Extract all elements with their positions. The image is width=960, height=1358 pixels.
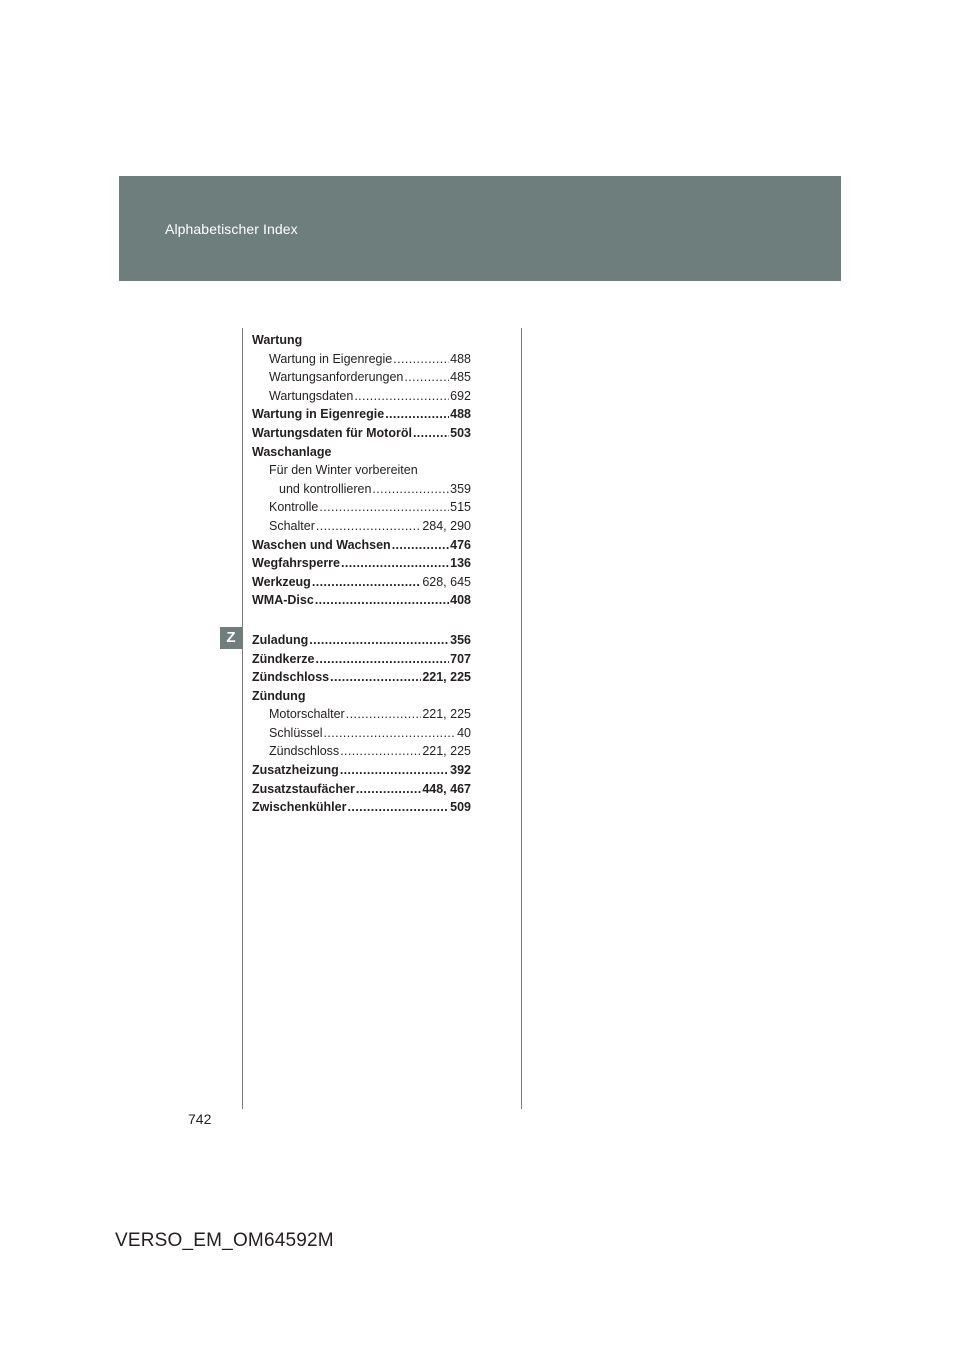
index-entry — [252, 368, 471, 387]
dot-leader — [356, 780, 422, 799]
index-entry — [252, 350, 471, 369]
index-term: Wegfahrsperre — [252, 556, 340, 571]
index-pages: 221, 225 — [422, 707, 471, 722]
index-entry — [252, 517, 471, 536]
index-term: Wartungsdaten für Motoröl — [252, 425, 412, 440]
index-term: Wartung in Eigenregie — [269, 351, 393, 366]
dot-leader — [347, 798, 449, 817]
index-term: Schalter — [269, 518, 315, 533]
index-pages: 515 — [450, 500, 471, 515]
index-term: Kontrolle — [269, 500, 319, 515]
index-pages: 221, 225 — [422, 744, 471, 759]
index-entry — [252, 705, 471, 724]
dot-leader — [319, 498, 449, 517]
section-tab-z: Z — [220, 627, 242, 649]
index-pages: 707 — [450, 651, 471, 666]
index-term: Waschanlage — [252, 444, 332, 459]
index-entry — [252, 761, 471, 780]
dot-leader — [309, 631, 449, 650]
index-entry — [252, 424, 471, 443]
header-band — [119, 176, 841, 281]
index-pages: 488 — [450, 351, 471, 366]
index-entry — [252, 668, 471, 687]
index-pages: 503 — [450, 425, 471, 440]
dot-leader — [340, 742, 421, 761]
index-entry — [252, 742, 471, 761]
index-pages: 136 — [450, 556, 471, 571]
index-group-z — [252, 631, 471, 817]
dot-leader — [316, 517, 421, 536]
index-entry — [252, 461, 471, 480]
index-term: Zündschloss — [252, 670, 330, 685]
index-entry — [252, 387, 471, 406]
left-column-rule — [242, 328, 243, 1109]
index-entry — [252, 405, 471, 424]
index-term: Zündschloss — [269, 744, 340, 759]
dot-leader — [413, 424, 449, 443]
index-pages: 356 — [450, 632, 471, 647]
index-term: Wartung — [252, 333, 303, 347]
index-pages: 408 — [450, 593, 471, 608]
index-entry — [252, 798, 471, 817]
index-term: Waschen und Wachsen — [252, 537, 391, 552]
index-group-w — [252, 331, 471, 610]
right-column-rule — [521, 328, 522, 1109]
dot-leader — [324, 724, 457, 743]
index-entry — [252, 554, 471, 573]
page-number: 742 — [188, 1111, 212, 1127]
index-pages: 509 — [450, 800, 471, 815]
index-term: Zündung — [252, 688, 306, 703]
index-term: Zusatzheizung — [252, 763, 339, 778]
index-entry — [252, 687, 471, 706]
dot-leader — [316, 650, 450, 669]
index-entry — [252, 331, 471, 350]
dot-leader — [330, 668, 421, 687]
index-entry — [252, 631, 471, 650]
index-term: Zwischenkühler — [252, 800, 347, 815]
index-pages: 488 — [450, 407, 471, 422]
group-gap — [252, 610, 471, 631]
index-term: Zuladung — [252, 632, 309, 647]
index-pages: 692 — [450, 388, 471, 403]
index-term: und kontrollieren — [279, 481, 372, 496]
index-entry — [252, 480, 471, 499]
dot-leader — [340, 761, 449, 780]
dot-leader — [392, 536, 449, 555]
index-pages: 392 — [450, 763, 471, 778]
index-term: Zündkerze — [252, 651, 315, 666]
index-term: Zusatzstaufächer — [252, 781, 355, 796]
index-entry — [252, 443, 471, 462]
index-entries — [252, 331, 471, 817]
index-entry — [252, 650, 471, 669]
index-pages: 448, 467 — [422, 781, 471, 796]
index-term: Motorschalter — [269, 707, 345, 722]
index-entry — [252, 536, 471, 555]
index-term: Wartungsdaten — [269, 388, 354, 403]
index-pages: 628, 645 — [422, 574, 471, 589]
index-term: Für den Winter vorbereiten — [269, 463, 418, 478]
dot-leader — [346, 705, 422, 724]
index-pages: 221, 225 — [422, 670, 471, 685]
dot-leader — [372, 480, 449, 499]
index-term: Wartung in Eigenregie — [252, 407, 385, 422]
header-title: Alphabetischer Index — [165, 221, 298, 237]
index-pages: 476 — [450, 537, 471, 552]
document-code: VERSO_EM_OM64592M — [115, 1230, 334, 1251]
index-term: WMA-Disc — [252, 593, 314, 608]
dot-leader — [393, 350, 449, 369]
dot-leader — [404, 368, 449, 387]
dot-leader — [354, 387, 449, 406]
index-entry — [252, 780, 471, 799]
index-pages: 40 — [457, 725, 471, 740]
dot-leader — [341, 554, 449, 573]
dot-leader — [312, 573, 422, 592]
index-pages: 284, 290 — [422, 518, 471, 533]
index-entry — [252, 724, 471, 743]
index-pages: 359 — [450, 481, 471, 496]
index-entry — [252, 591, 471, 610]
index-pages: 485 — [450, 370, 471, 385]
index-entry — [252, 573, 471, 592]
index-entry — [252, 498, 471, 517]
index-term: Wartungsanforderungen — [269, 370, 404, 385]
dot-leader — [385, 405, 449, 424]
index-term: Werkzeug — [252, 574, 311, 589]
dot-leader — [315, 591, 449, 610]
index-term: Schlüssel — [269, 725, 323, 740]
